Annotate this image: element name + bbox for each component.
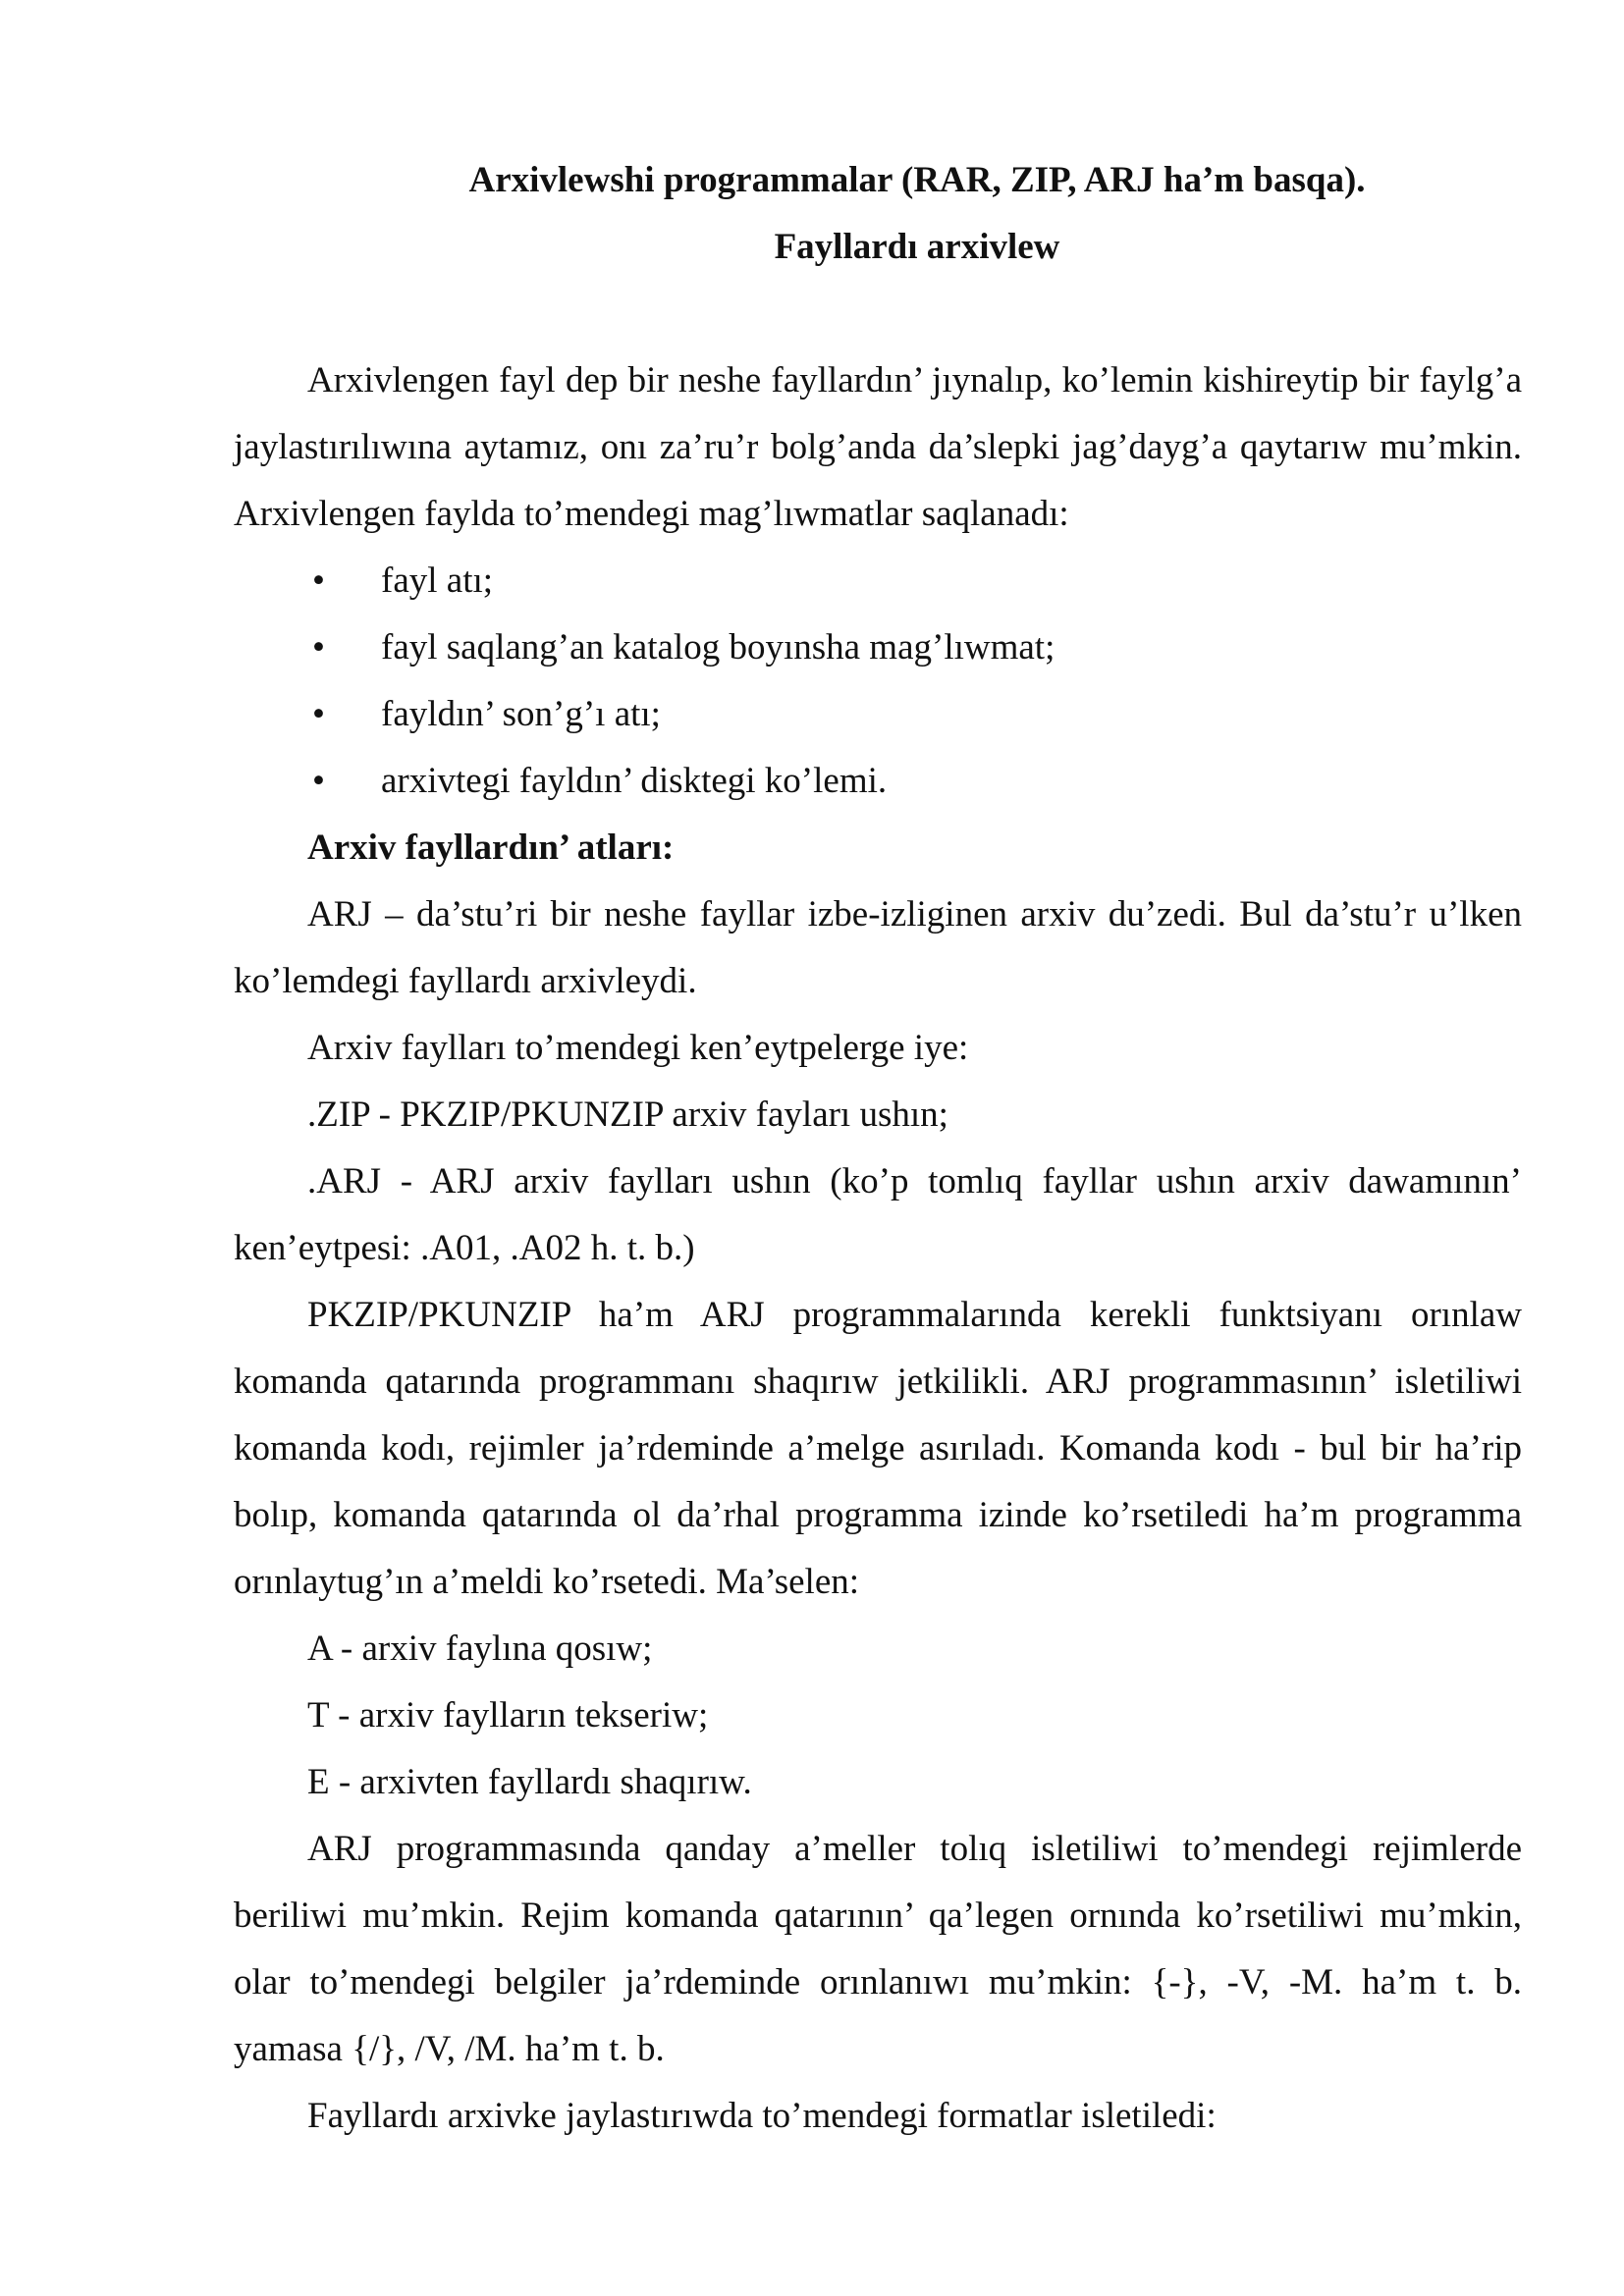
extensions-intro: Arxiv faylları to’mendegi ken’eytpelerge iye: — [307, 1028, 969, 1068]
command-e: E - arxivten fayllardı shaqırıw. — [307, 1762, 752, 1802]
commands-paragraph: PKZIP/PKUNZIP ha’m ARJ programmalarında kerekli funktsiyanı orınlaw komanda qatarında programmanı shaqırıw jetkilikli. ARJ programmasının’ isletiliwi komanda kodı, rejimler ja’rdeminde a’melge asırıladı. Komanda kodı - bul bir ha’rip bolıp, komanda qatarında ol da’rhal programma izinde ko’rsetiledi ha’m programma orınlaytug’ın a’meldi ko’rsetedi. Ma’selen: — [234, 1295, 1522, 1602]
document-page — [234, 147, 1522, 2150]
section-heading: Arxiv fayllardın’ atları: — [307, 828, 675, 868]
intro-paragraph: Arxivlengen fayl dep bir neshe fayllardın’ jıynalıp, ko’lemin kishireytip bir faylg’a jaylastırılıwına aytamız, onı za’ru’r bolg’anda da’slepki jag’dayg’a qaytarıw mu’mkin. Arxivlengen faylda to’mendegi mag’lıwmatlar saqlanadı: — [234, 360, 1522, 534]
list-item: • arxivtegi fayldın’ disktegi ko’lemi. — [234, 748, 1522, 815]
list-item: • fayl atı; — [234, 548, 1522, 614]
extension-arj: .ARJ - ARJ arxiv faylları ushın (ko’p tomlıq fayllar ushın arxiv dawamının’ ken’eytpesi: .A01, .A02 h. t. b.) — [234, 1161, 1522, 1268]
modes-paragraph: ARJ programmasında qanday a’meller tolıq isletiliwi to’mendegi rejimlerde beriliwi mu’mkin. Rejim komanda qatarının’ qa’legen ornında ko’rsetiliwi mu’mkin, olar to’mendegi belgiler ja’rdeminde orınlanıwı mu’mkin: {-}, -V, -M. ha’m t. b. yamasa {/}, /V, /M. ha’m t. b. — [234, 1829, 1522, 2069]
bullet-icon: • — [312, 761, 325, 801]
document-title: Arxivlewshi programmalar (RAR, ZIP, ARJ ha’m basqa). — [468, 160, 1366, 200]
list-item: • fayldın’ son’g’ı atı; — [234, 681, 1522, 748]
formats-paragraph: Fayllardı arxivke jaylastırıwda to’mendegi formatlar isletiledi: — [307, 2096, 1217, 2136]
bullet-icon: • — [312, 561, 325, 601]
extension-zip: .ZIP - PKZIP/PKUNZIP arxiv fayları ushın; — [307, 1095, 948, 1135]
command-t: T - arxiv faylların tekseriw; — [307, 1695, 709, 1735]
bullet-icon: • — [312, 694, 325, 734]
info-bullet-list — [234, 548, 1522, 815]
title-spacer — [234, 281, 1522, 347]
list-item: • fayl saqlang’an katalog boyınsha mag’lıwmat; — [234, 614, 1522, 681]
arj-description: ARJ – da’stu’ri bir neshe fayllar izbe-izliginen arxiv du’zedi. Bul da’stu’r u’lken ko’lemdegi fayllardı arxivleydi. — [234, 894, 1522, 1001]
document-subtitle: Fayllardı arxivlew — [774, 227, 1060, 267]
bullet-icon: • — [312, 627, 325, 667]
command-a: A - arxiv faylına qosıw; — [307, 1629, 653, 1669]
